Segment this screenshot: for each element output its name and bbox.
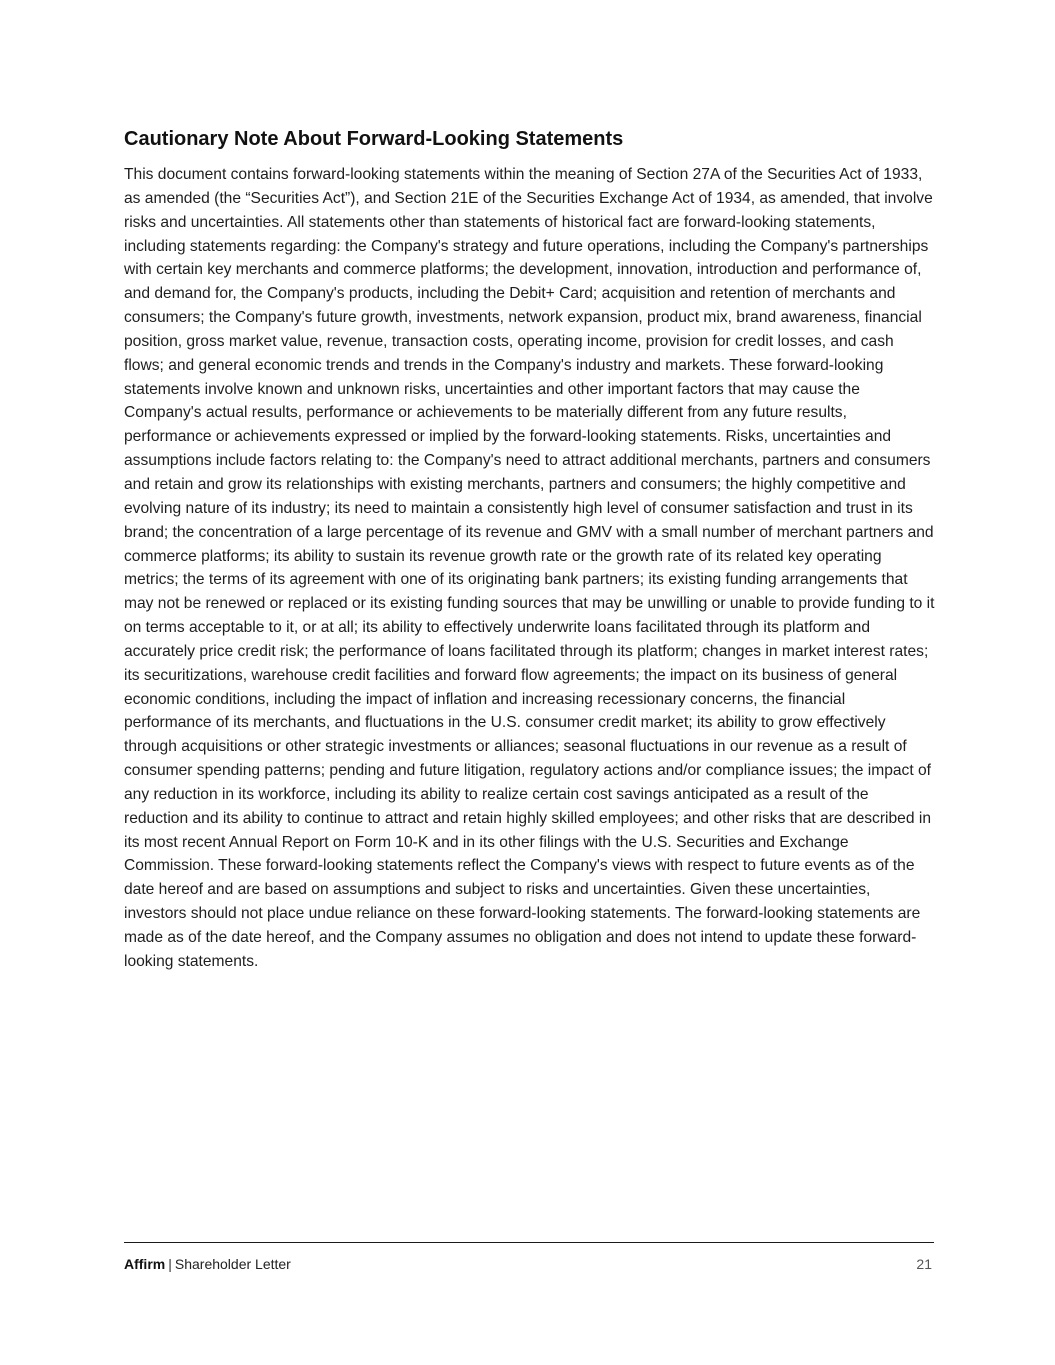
section-heading: Cautionary Note About Forward-Looking Statements <box>124 128 624 150</box>
page-number: 21 <box>916 1256 932 1272</box>
footer-document-name: Shareholder Letter <box>174 1256 291 1272</box>
footer-brand-logo: Affirm <box>124 1256 166 1272</box>
footer-separator: | <box>168 1256 172 1272</box>
forward-looking-statements-paragraph: This document contains forward-looking statements within the meaning of Section 27A of the Securities Act of 1933, as amended (the “Securities Act”), and Section 21E of the Securities Exchange Act of 1934, as amended, that involve risks and uncertainties. All statements other than statements of historical fact are forward-looking statements, including statements regarding: the Company's strategy and future operations, including the Company's partnerships with certain key merchants and commerce platforms; the development, innovation, introduction and performance of, and demand for, the Company's products, including the Debit+ Card; acquisition and retention of merchants and consumers; the Company's future growth, investments, network expansion, product mix, brand awareness, financial position, gross market value, revenue, transaction costs, operating income, provision for credit losses, and cash flows; and general economic trends and trends in the Company's industry and markets. These forward-looking statements involve known and unknown risks, uncertainties and other important factors that may cause the Company's actual results, performance or achievements to be materially different from any future results, performance or achievements expressed or implied by the forward-looking statements. Risks, uncertainties and assumptions include factors relating to: the Company's need to attract additional merchants, partners and consumers and retain and grow its relationships with existing merchants, partners and consumers; the highly competitive and evolving nature of its industry; its need to maintain a consistently high level of consumer satisfaction and trust in its brand; the concentration of a large percentage of its revenue and GMV with a small number of merchant partners and commerce platforms; its ability to sustain its revenue growth rate or the growth rate of its related key operating metrics; the terms of its agreement with one of its originating bank partners; its existing funding arrangements that may not be renewed or replaced or its existing funding sources that may be unwilling or unable to provide funding to it on terms acceptable to it, or at all; its ability to effectively underwrite loans facilitated through its platform and accurately price credit risk; the performance of loans facilitated through its platform; changes in market interest rates; its securitizations, warehouse credit facilities and forward flow agreements; the impact on its business of general economic conditions, including the impact of inflation and increasing recessionary concerns, the financial performance of its merchants, and fluctuations in the U.S. consumer credit market; its ability to grow effectively through acquisitions or other strategic investments or alliances; seasonal fluctuations in our revenue as a result of consumer spending patterns; pending and future litigation, regulatory actions and/or compliance issues; the impact of any reduction in its workforce, including its ability to realize certain cost savings anticipated as a result of the reduction and its ability to continue to attract and retain highly skilled employees; and other risks that are described in its most recent Annual Report on Form 10-K and in its other filings with the U.S. Securities and Exchange Commission. These forward-looking statements reflect the Company's views with respect to future events as of the date hereof and are based on assumptions and subject to risks and uncertainties. Given these uncertainties, investors should not place undue reliance on these forward-looking statements. The forward-looking statements are made as of the date hereof, and the Company assumes no obligation and does not intend to update these forward-looking statements. <box>124 166 935 970</box>
footer-divider <box>124 1242 934 1243</box>
footer-left <box>124 1254 291 1274</box>
